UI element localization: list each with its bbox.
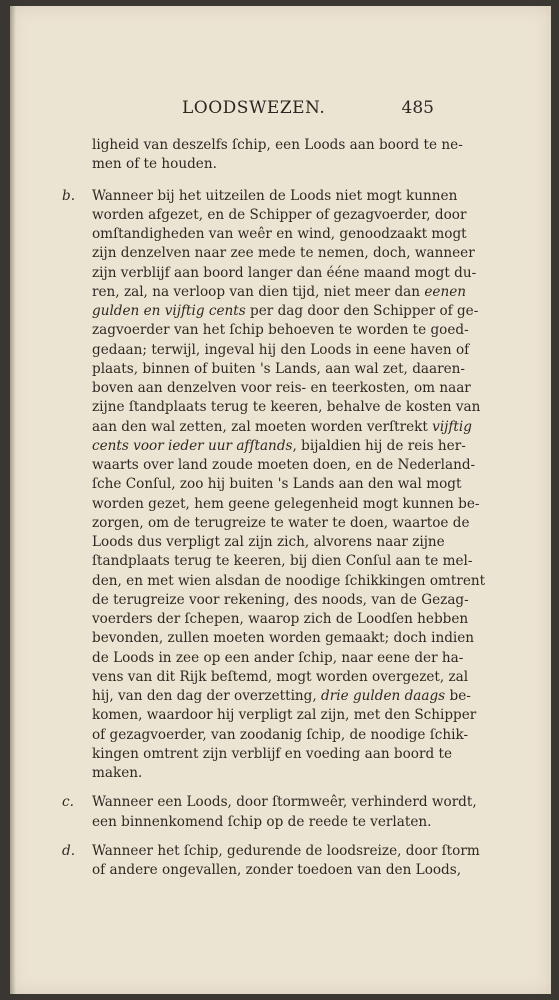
page-number: 485 xyxy=(401,98,434,118)
item-label: c. xyxy=(62,794,74,811)
emphasis: eenen xyxy=(424,283,467,300)
text-line: zijn verblijf aan boord langer dan ééne maand mogt du- xyxy=(92,264,477,281)
text-line: ſche Conſul, zoo hij buiten 's Lands aan den wal mogt xyxy=(92,476,462,493)
emphasis: cents voor ieder uur afſtands xyxy=(92,437,293,454)
text-line: of andere ongevallen, zonder toedoen van den Loods, xyxy=(92,862,462,878)
text-line: plaats, binnen of buiten 's Lands, aan wal zet, daaren- xyxy=(92,360,465,377)
text-line: zijn denzelven naar zee mede te nemen, doch, wanneer xyxy=(92,245,475,262)
text-line: de terugreize voor rekening, des noods, van de Gezag- xyxy=(92,591,469,608)
text-line: cents voor ieder uur afſtands, bijaldien hij de reis her- xyxy=(92,437,466,454)
page-body xyxy=(62,136,486,880)
item-label: d. xyxy=(62,842,76,859)
text-line: zijne ſtandplaats terug te keeren, behalve de kosten van xyxy=(92,399,481,416)
text-line: hij, van den dag der overzetting, drie gulden daags be- xyxy=(92,688,471,704)
text-line: worden gezet, hem geene gelegenheid mogt kunnen be- xyxy=(92,495,480,512)
text-line: worden afgezet, en de Schipper of gezagvoerder, door xyxy=(92,206,467,223)
text-line: bevonden, zullen moeten worden gemaakt; doch indien xyxy=(92,630,475,647)
list-item-d xyxy=(62,842,480,881)
page-header xyxy=(10,98,551,124)
emphasis: gulden en vijftig cents xyxy=(92,303,246,319)
text-line: of gezagvoerder, van zoodanig ſchip, de noodige ſchik- xyxy=(92,726,469,743)
text-line: Wanneer het ſchip, gedurende de loodsreize, door ſtorm xyxy=(92,842,480,859)
text-line: de Loods in zee op een ander ſchip, naar eene der ha- xyxy=(92,649,464,666)
text-line: omſtandigheden van weêr en wind, genoodzaakt mogt xyxy=(92,226,467,242)
text-line: aan den wal zetten, zal moeten worden verſtrekt vijftig xyxy=(92,418,472,435)
running-title: LOODSWEZEN. xyxy=(182,98,326,118)
item-label: b. xyxy=(62,187,76,204)
text-line: maken. xyxy=(92,765,143,781)
text-line: Wanneer een Loods, door ſtormweêr, verhinderd wordt, xyxy=(92,794,477,811)
text-line: boven aan denzelven voor reis- en teerkosten, om naar xyxy=(92,380,471,396)
text-line: voerders der ſchepen, waarop zich de Loodſen hebben xyxy=(92,611,469,627)
text-line: ligheid van deszelfs ſchip, een Loods aan boord te ne- xyxy=(92,137,463,153)
text-line: een binnenkomend ſchip op de reede te verlaten. xyxy=(92,813,432,830)
text-line: waarts over land zoude moeten doen, en de Nederland- xyxy=(92,457,476,473)
text-line: vens van dit Rijk beſtemd, mogt worden overgezet, zal xyxy=(92,668,469,685)
text-line: Loods dus verpligt zal zijn zich, alvorens naar zijne xyxy=(92,534,445,550)
emphasis: drie gulden daags xyxy=(321,688,446,704)
book-page xyxy=(10,6,551,994)
text-line: kingen omtrent zijn verblijf en voeding aan boord te xyxy=(92,745,453,762)
text-line: ſtandplaats terug te keeren, bij dien Conſul aan te mel- xyxy=(92,553,473,570)
list-item-c xyxy=(62,793,477,832)
text-line: Wanneer bij het uitzeilen de Loods niet mogt kunnen xyxy=(92,187,458,204)
text-line: zagvoerder van het ſchip behoeven te worden te goed- xyxy=(92,322,469,339)
text-line: zorgen, om de terugreize te water te doen, waartoe de xyxy=(92,514,470,531)
text-line: gedaan; terwijl, ingeval hij den Loods in eene haven of xyxy=(92,341,470,358)
lead-paragraph xyxy=(70,136,463,175)
text-line: komen, waardoor hij verpligt zal zijn, met den Schipper xyxy=(92,707,477,724)
item-list xyxy=(62,175,486,881)
text-line: den, en met wien alsdan de noodige ſchikkingen omtrent xyxy=(92,572,486,589)
list-item-b xyxy=(62,187,486,784)
binding-shadow xyxy=(10,6,16,994)
text-line: gulden en vijftig cents per dag door den Schipper of ge- xyxy=(92,303,479,319)
text-line: ren, zal, na verloop van dien tijd, niet meer dan eenen xyxy=(92,283,467,300)
text-line: men of te houden. xyxy=(92,156,217,173)
emphasis: vijftig xyxy=(432,418,472,435)
